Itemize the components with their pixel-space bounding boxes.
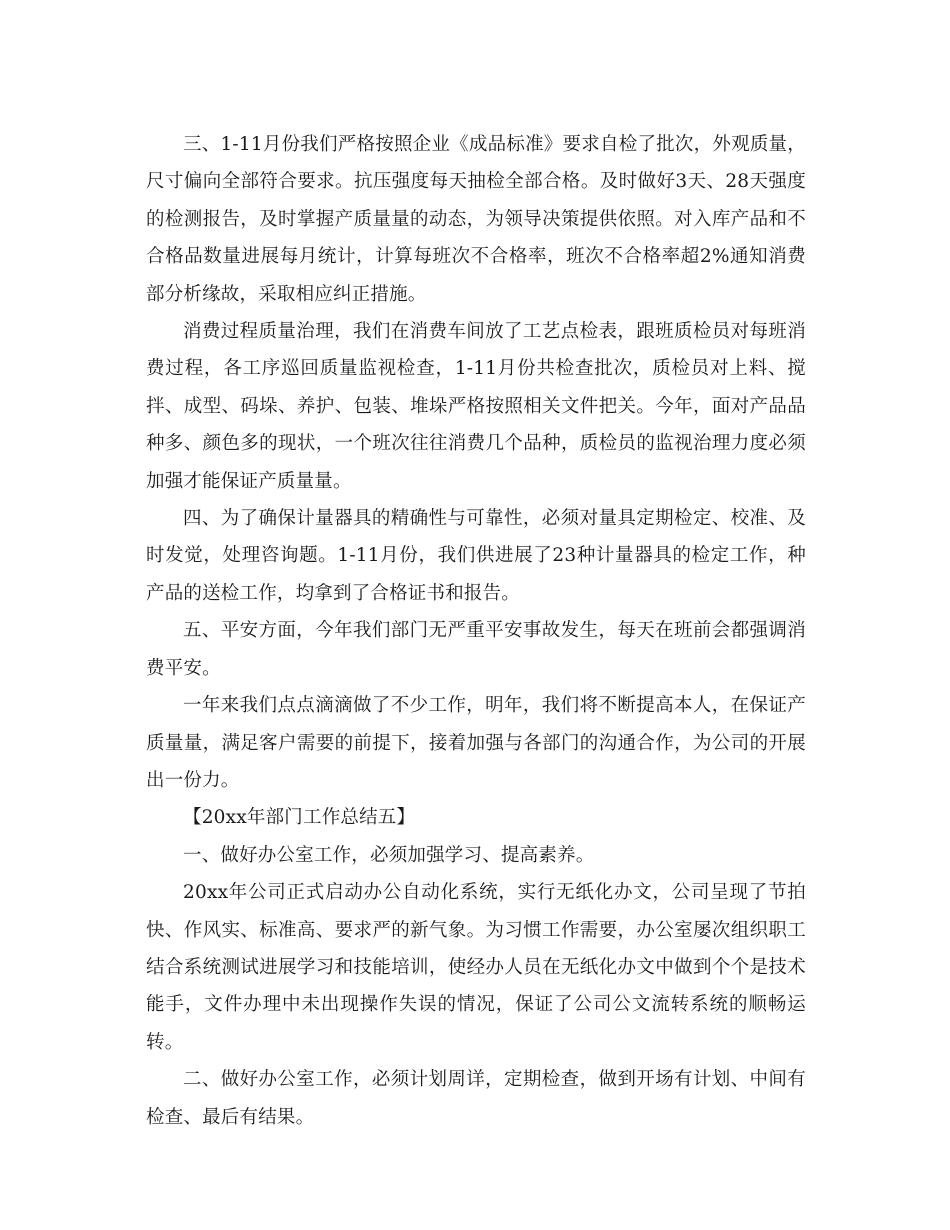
section-heading: 【20xx年部门工作总结五】 [183, 807, 416, 829]
paragraph-office-planning: 二、做好办公室工作，必须计划周详，定期检查，做到开场有计划、中间有检查、最后有结果。 [146, 1069, 806, 1128]
paragraph-safety: 五、平安方面，今年我们部门无严重平安事故发生，每天在班前会都强调消费平安。 [146, 620, 806, 679]
paragraph-office-automation: 20xx年公司正式启动办公自动化系统，实行无纸化办文，公司呈现了节拍快、作风实、标准高、要求严的新气象。为习惯工作需要，办公室屡次组织职工结合系统测试进展学习和技能培训，使经办人员在无纸化办文中做到个个是技术能手，文件办理中未出现操作失误的情况，保证了公司公文流转系统的顺畅运转。 [146, 882, 806, 1053]
paragraph-quality-inspection: 三、1-11月份我们严格按照企业《成品标准》要求自检了批次，外观质量，尺寸偏向全部符合要求。抗压强度每天抽检全部合格。及时做好3天、28天强度的检测报告，及时掌握产质量量的动态，为领导决策提供依照。对入库产品和不合格品数量进展每月统计，计算每班次不合格率，班次不合格率超2%通知消费部分析缘故，采取相应纠正措施。 [146, 134, 806, 305]
paragraph-office-study: 一、做好办公室工作，必须加强学习、提高素养。 [183, 844, 595, 866]
paragraph-measuring-instruments: 四、为了确保计量器具的精确性与可靠性，必须对量具定期检定、校准、及时发觉，处理咨询题。1-11月份，我们供进展了23种计量器具的检定工作，种产品的送检工作，均拿到了合格证书和报告。 [146, 508, 806, 604]
document-body [146, 126, 806, 1136]
paragraph-production-process: 消费过程质量治理，我们在消费车间放了工艺点检表，跟班质检员对每班消费过程，各工序巡回质量监视检查，1-11月份共检查批次，质检员对上料、搅拌、成型、码垛、养护、包装、堆垛严格按照相关文件把关。今年，面对产品品种多、颜色多的现状，一个班次往往消费几个品种，质检员的监视治理力度必须加强才能保证产质量量。 [146, 321, 806, 492]
paragraph-year-summary: 一年来我们点点滴滴做了不少工作，明年，我们将不断提高本人，在保证产质量量，满足客户需要的前提下，接着加强与各部门的沟通合作，为公司的开展出一份力。 [146, 695, 806, 791]
